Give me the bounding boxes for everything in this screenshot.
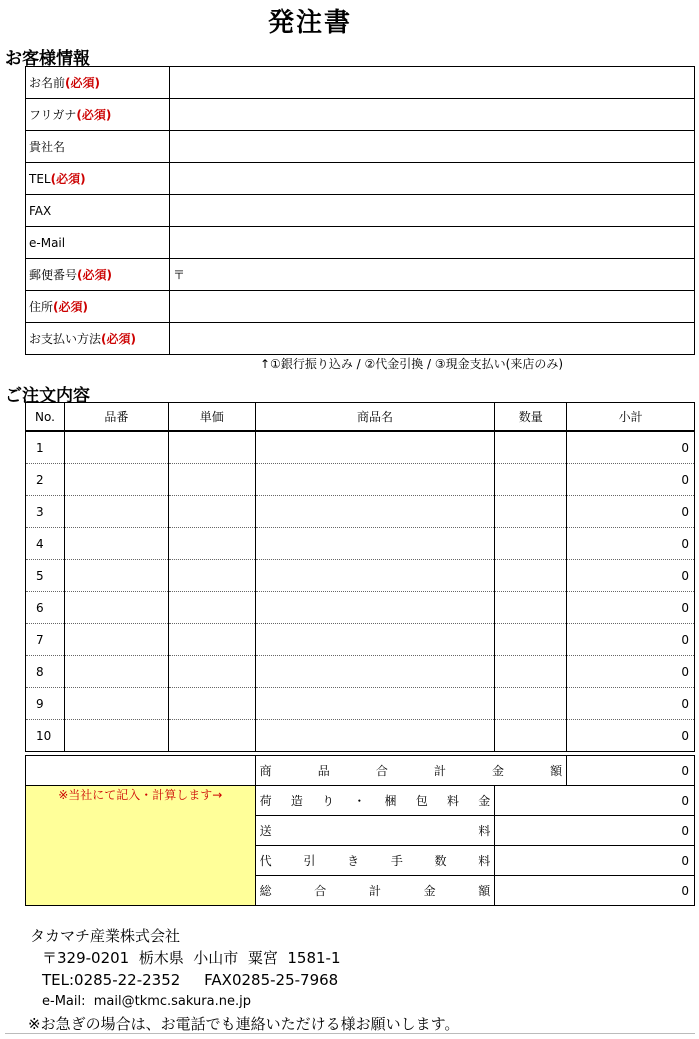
column-header-quantity: 数量 xyxy=(495,403,567,432)
required-mark: (必須) xyxy=(53,300,88,314)
subtotal-cell: 0 xyxy=(567,431,695,464)
unit-price-cell[interactable] xyxy=(168,431,255,464)
order-row-number: 7 xyxy=(26,624,65,656)
order-row xyxy=(26,464,695,496)
product-name-cell[interactable] xyxy=(255,464,495,496)
shipping-fee-label: 送 料 xyxy=(259,824,491,838)
customer-field-row xyxy=(26,259,695,291)
subtotal-cell: 0 xyxy=(567,720,695,752)
customer-field-input[interactable] xyxy=(170,227,695,259)
customer-field-input[interactable] xyxy=(170,323,695,355)
payment-method-note: ↑①銀行振り込み / ②代金引換 / ③現金支払い(来店のみ) xyxy=(260,357,564,371)
column-header-subtotal: 小計 xyxy=(567,403,695,432)
grand-total-value: 0 xyxy=(495,876,695,906)
product-name-cell[interactable] xyxy=(255,431,495,464)
order-row xyxy=(26,656,695,688)
part-number-cell[interactable] xyxy=(64,688,168,720)
grand-total-label-cell xyxy=(255,876,495,906)
subtotal-cell: 0 xyxy=(567,592,695,624)
customer-field-input[interactable] xyxy=(170,163,695,195)
product-name-cell[interactable] xyxy=(255,592,495,624)
required-mark: (必須) xyxy=(50,172,86,186)
order-row xyxy=(26,592,695,624)
unit-price-cell[interactable] xyxy=(168,592,255,624)
order-row-number: 5 xyxy=(26,560,65,592)
bottom-divider xyxy=(5,1033,695,1034)
order-row-number: 1 xyxy=(26,431,65,464)
order-table xyxy=(25,402,695,752)
part-number-cell[interactable] xyxy=(64,496,168,528)
subtotal-cell: 0 xyxy=(567,688,695,720)
product-name-cell[interactable] xyxy=(255,496,495,528)
required-mark: (必須) xyxy=(101,332,136,346)
quantity-cell[interactable] xyxy=(495,528,567,560)
quantity-cell[interactable] xyxy=(495,464,567,496)
order-row xyxy=(26,720,695,752)
customer-field-input[interactable] xyxy=(170,195,695,227)
product-total-label-cell xyxy=(255,756,567,786)
company-email: e-Mail: mail@tkmc.sakura.ne.jp xyxy=(42,994,251,1009)
customer-field-input[interactable] xyxy=(170,291,695,323)
required-mark: (必須) xyxy=(76,108,112,122)
packing-fee-label-cell xyxy=(255,786,495,816)
customer-field-label xyxy=(26,67,170,99)
column-header-part-number: 品番 xyxy=(64,403,168,432)
customer-field-row xyxy=(26,323,695,355)
product-total-label: 商 品 合 計 金 額 xyxy=(259,764,563,778)
unit-price-cell[interactable] xyxy=(168,496,255,528)
cod-fee-label-cell xyxy=(255,846,495,876)
field-label-text: e-Mail xyxy=(29,235,66,250)
quantity-cell[interactable] xyxy=(495,431,567,464)
customer-section-heading: お客様情報 xyxy=(5,49,90,69)
customer-field-row xyxy=(26,195,695,227)
totals-table xyxy=(25,755,695,906)
required-mark: (必須) xyxy=(77,268,112,282)
part-number-cell[interactable] xyxy=(64,624,168,656)
part-number-cell[interactable] xyxy=(64,464,168,496)
order-row-number: 10 xyxy=(26,720,65,752)
customer-field-row xyxy=(26,67,695,99)
quantity-cell[interactable] xyxy=(495,592,567,624)
order-row xyxy=(26,431,695,464)
product-name-cell[interactable] xyxy=(255,528,495,560)
order-row-number: 8 xyxy=(26,656,65,688)
order-row-number: 9 xyxy=(26,688,65,720)
customer-field-label xyxy=(26,291,170,323)
cod-fee-value: 0 xyxy=(495,846,695,876)
order-row xyxy=(26,624,695,656)
grand-total-label: 総 合 計 金 額 xyxy=(259,884,491,898)
part-number-cell[interactable] xyxy=(64,431,168,464)
field-label-text: FAX xyxy=(29,203,52,218)
order-row xyxy=(26,528,695,560)
customer-field-row xyxy=(26,227,695,259)
required-mark: (必須) xyxy=(65,76,100,90)
column-header-no: No. xyxy=(26,403,65,432)
unit-price-cell[interactable] xyxy=(168,720,255,752)
packing-fee-label: 荷 造 り ・ 梱 包 料 金 xyxy=(259,794,491,808)
part-number-cell[interactable] xyxy=(64,720,168,752)
customer-field-label xyxy=(26,259,170,291)
company-calculation-note: ※当社にて記入・計算します→ xyxy=(26,786,256,906)
quantity-cell[interactable] xyxy=(495,560,567,592)
quantity-cell[interactable] xyxy=(495,720,567,752)
order-row-number: 4 xyxy=(26,528,65,560)
part-number-cell[interactable] xyxy=(64,560,168,592)
subtotal-cell: 0 xyxy=(567,464,695,496)
field-label-text: フリガナ xyxy=(29,108,77,122)
quantity-cell[interactable] xyxy=(495,688,567,720)
part-number-cell[interactable] xyxy=(64,592,168,624)
column-header-unit-price: 単価 xyxy=(168,403,255,432)
subtotal-cell: 0 xyxy=(567,624,695,656)
customer-field-row xyxy=(26,131,695,163)
customer-field-row xyxy=(26,99,695,131)
unit-price-cell[interactable] xyxy=(168,688,255,720)
customer-field-label xyxy=(26,99,170,131)
quantity-cell[interactable] xyxy=(495,624,567,656)
customer-field-input[interactable] xyxy=(170,131,695,163)
order-row-number: 3 xyxy=(26,496,65,528)
customer-field-label xyxy=(26,227,170,259)
customer-field-label xyxy=(26,195,170,227)
product-name-cell[interactable] xyxy=(255,720,495,752)
customer-field-input[interactable]: 〒 xyxy=(170,259,695,291)
shipping-fee-value: 0 xyxy=(495,816,695,846)
customer-field-label xyxy=(26,163,170,195)
field-label-text: 貴社名 xyxy=(29,140,66,154)
customer-field-row xyxy=(26,163,695,195)
product-name-cell[interactable] xyxy=(255,656,495,688)
order-row xyxy=(26,560,695,592)
part-number-cell[interactable] xyxy=(64,528,168,560)
order-row-number: 2 xyxy=(26,464,65,496)
order-row xyxy=(26,688,695,720)
product-name-cell[interactable] xyxy=(255,688,495,720)
urgent-note: ※お急ぎの場合は、お電話でも連絡いただける様お願いします。 xyxy=(28,1015,460,1033)
customer-field-row xyxy=(26,291,695,323)
subtotal-cell: 0 xyxy=(567,528,695,560)
subtotal-cell: 0 xyxy=(567,496,695,528)
quantity-cell[interactable] xyxy=(495,496,567,528)
product-name-cell[interactable] xyxy=(255,624,495,656)
customer-field-input[interactable] xyxy=(170,67,695,99)
field-label-text: お名前 xyxy=(29,76,66,90)
quantity-cell[interactable] xyxy=(495,656,567,688)
customer-field-label xyxy=(26,323,170,355)
subtotal-cell: 0 xyxy=(567,560,695,592)
company-name: タカマチ産業株式会社 xyxy=(30,927,181,945)
unit-price-cell[interactable] xyxy=(168,624,255,656)
customer-field-label xyxy=(26,131,170,163)
unit-price-cell[interactable] xyxy=(168,656,255,688)
packing-fee-value: 0 xyxy=(495,786,695,816)
order-row xyxy=(26,496,695,528)
field-label-text: 郵便番号 xyxy=(29,268,78,282)
cod-fee-label: 代 引 き 手 数 料 xyxy=(259,854,491,868)
company-phone-fax: TEL:0285-22-2352 FAX0285-25-7968 xyxy=(42,971,339,989)
field-label-text: お支払い方法 xyxy=(29,332,102,346)
unit-price-cell[interactable] xyxy=(168,464,255,496)
shipping-fee-label-cell xyxy=(255,816,495,846)
product-total-value: 0 xyxy=(567,756,695,786)
field-label-text: TEL xyxy=(29,172,51,186)
subtotal-cell: 0 xyxy=(567,656,695,688)
order-row-number: 6 xyxy=(26,592,65,624)
company-info xyxy=(30,925,459,1035)
part-number-cell[interactable] xyxy=(64,656,168,688)
page-title: 発注書 xyxy=(267,8,352,38)
field-label-text: 住所 xyxy=(29,300,54,314)
unit-price-cell[interactable] xyxy=(168,560,255,592)
order-section-heading: ご注文内容 xyxy=(5,386,90,406)
company-address: 〒329-0201 栃木県 小山市 粟宮 1581-1 xyxy=(42,949,341,967)
customer-info-table xyxy=(25,66,695,355)
column-header-product-name: 商品名 xyxy=(255,403,495,432)
unit-price-cell[interactable] xyxy=(168,528,255,560)
customer-field-input[interactable] xyxy=(170,99,695,131)
product-name-cell[interactable] xyxy=(255,560,495,592)
totals-blank-cell xyxy=(26,756,256,786)
